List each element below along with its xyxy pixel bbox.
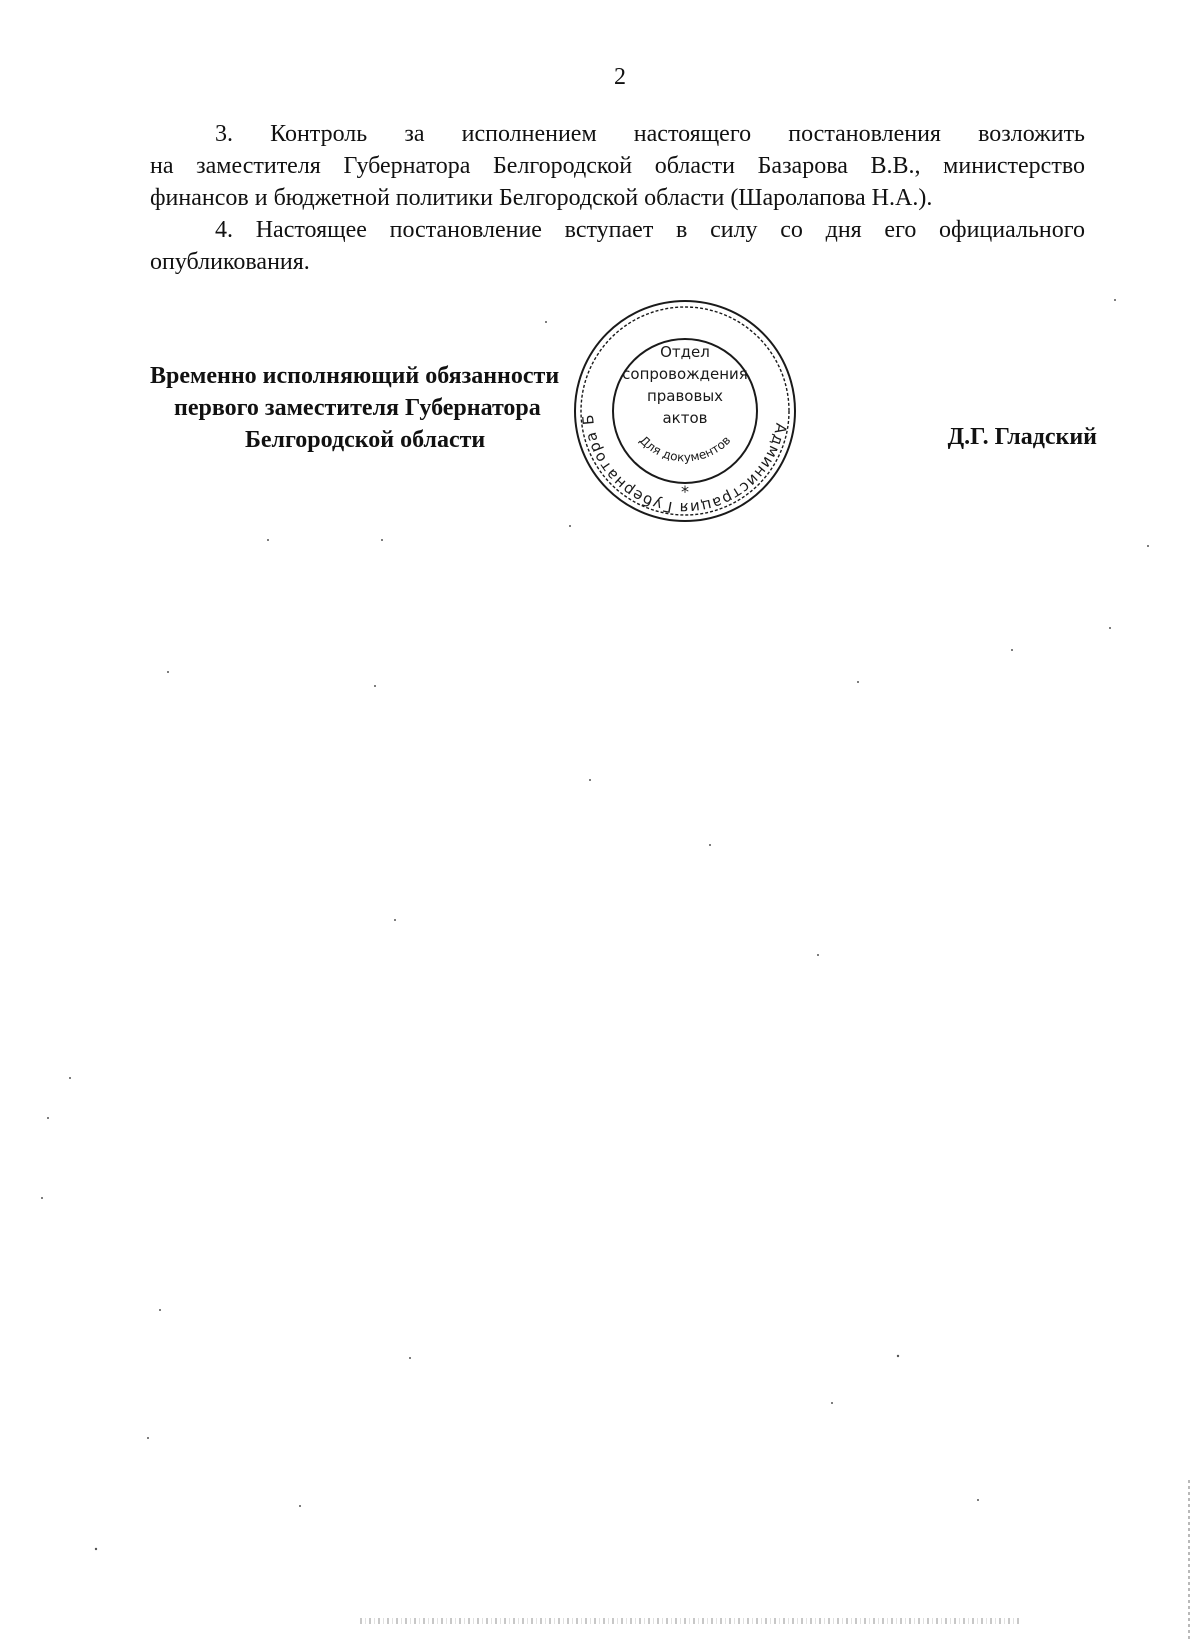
stamp-bottom-text: Для документов xyxy=(636,433,734,465)
paragraph-3-line-2: на заместителя Губернатора Белгородской области Базарова В.В., министерство xyxy=(150,153,1085,179)
speck xyxy=(267,539,269,541)
paragraph-4 xyxy=(150,214,1085,278)
signatory-position-line-2: первого заместителя Губернатора xyxy=(174,395,541,421)
stamp-seal-graphic xyxy=(570,297,800,525)
speck xyxy=(41,1197,43,1199)
official-stamp xyxy=(570,297,800,525)
speck xyxy=(394,919,396,921)
signatory-position-line-3: Белгородской области xyxy=(245,427,486,453)
stamp-center-line-2: сопровождения xyxy=(622,365,748,383)
stamp-outer-text: Администрация Губернатора Б xyxy=(578,412,791,518)
speck xyxy=(545,321,547,323)
paragraph-4-line-2: опубликования. xyxy=(150,249,310,275)
speck xyxy=(709,844,711,846)
paragraph-3-line-1: 3. Контроль за исполнением настоящего постановления возложить xyxy=(215,121,1085,147)
speck xyxy=(1114,299,1116,301)
signatory-name: Д.Г. Гладский xyxy=(947,424,1097,450)
stamp-center-line-3: правовых xyxy=(646,387,724,405)
speck xyxy=(1109,627,1111,629)
scan-right-artifact xyxy=(1188,1480,1190,1640)
document-body xyxy=(150,118,1085,278)
speck xyxy=(1011,649,1013,651)
speck xyxy=(817,954,819,956)
speck xyxy=(374,685,376,687)
speck xyxy=(167,671,169,673)
paragraph-3-line-3: финансов и бюджетной политики Белгородской области (Шаролапова Н.А.). xyxy=(150,185,933,211)
stamp-star: * xyxy=(681,482,689,501)
signatory-position xyxy=(150,360,610,456)
speck xyxy=(47,1117,49,1119)
speck xyxy=(95,1548,97,1550)
speck xyxy=(589,779,591,781)
speck xyxy=(381,539,383,541)
speck xyxy=(977,1499,979,1501)
stamp-center-line-1: Отдел xyxy=(660,343,710,361)
scan-bottom-artifact xyxy=(360,1618,1020,1624)
speck xyxy=(1147,545,1149,547)
speck xyxy=(569,525,571,527)
speck xyxy=(409,1357,411,1359)
speck xyxy=(159,1309,161,1311)
signatory-position-line-1: Временно исполняющий обязанности xyxy=(150,363,560,389)
speck xyxy=(69,1077,71,1079)
speck xyxy=(897,1355,899,1357)
page-number: 2 xyxy=(614,64,626,90)
speck xyxy=(299,1505,301,1507)
speck xyxy=(147,1437,149,1439)
speck xyxy=(831,1402,833,1404)
stamp-center-line-4: актов xyxy=(662,409,708,427)
paragraph-3 xyxy=(150,118,1085,214)
paragraph-4-line-1: 4. Настоящее постановление вступает в силу со дня его официального xyxy=(215,217,1085,243)
speck xyxy=(857,681,859,683)
